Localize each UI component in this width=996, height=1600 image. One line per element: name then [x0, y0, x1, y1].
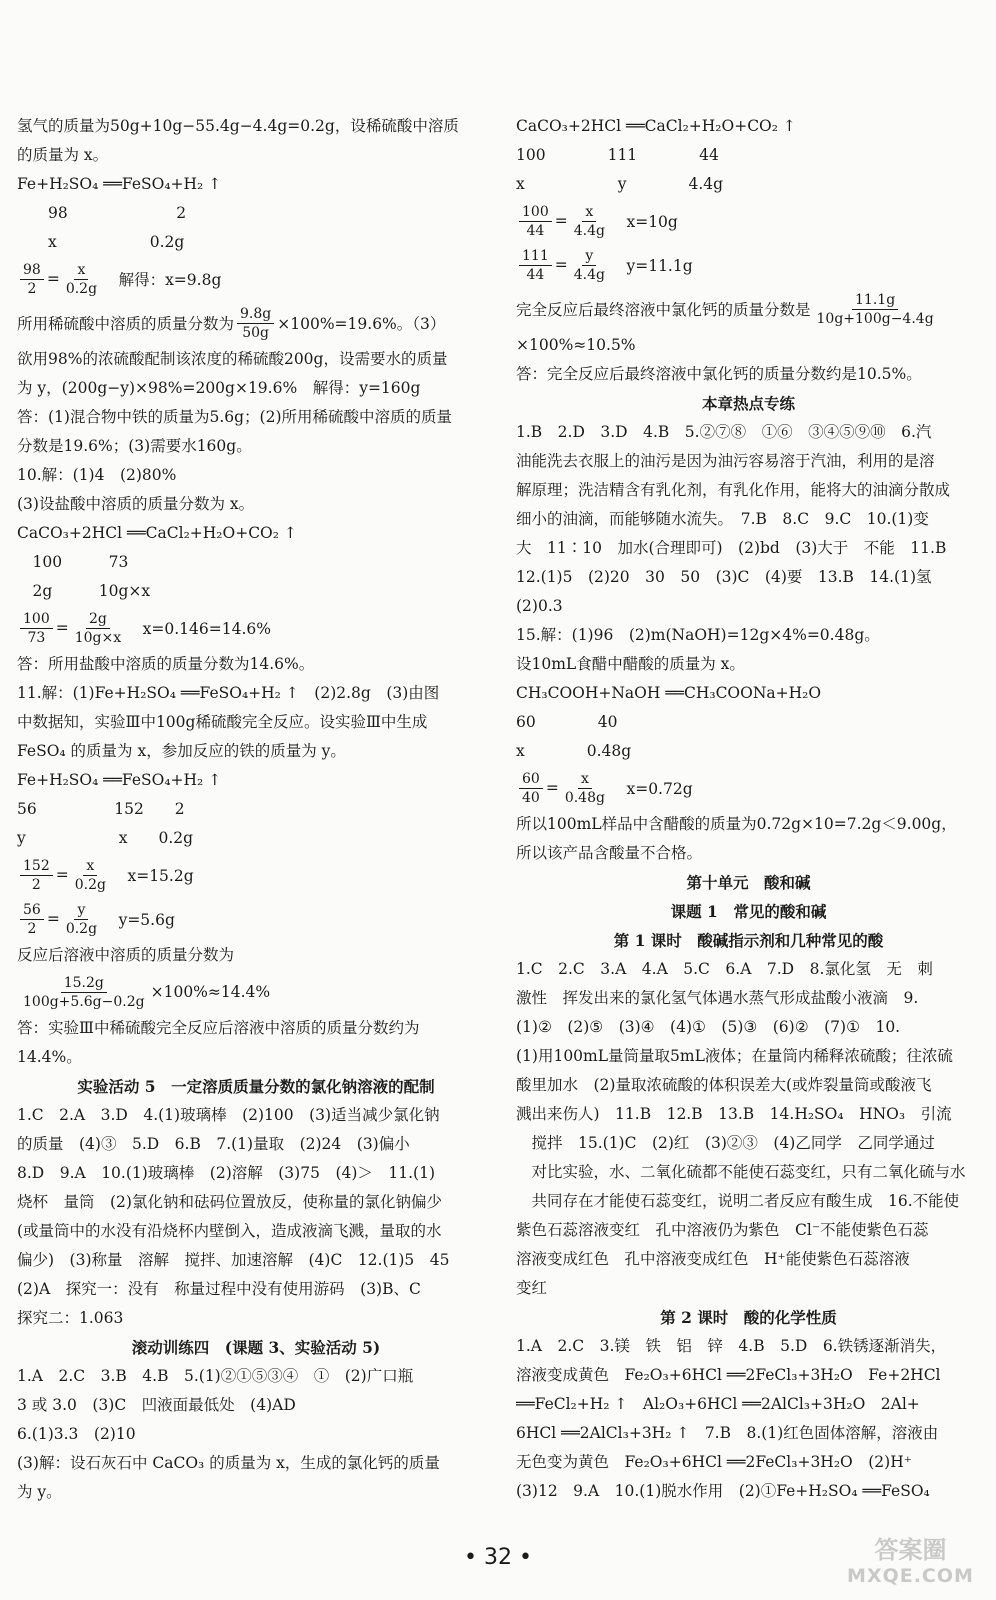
equals-sign: = [55, 619, 69, 637]
line-text: x=0.146=14.6% [127, 620, 271, 638]
line-text: ×100%≈14.4% [150, 983, 271, 1001]
fraction [571, 203, 608, 240]
fraction [72, 610, 124, 647]
fraction [63, 901, 100, 938]
text-line: (2)0.3 [516, 597, 563, 615]
fraction [72, 857, 109, 894]
text-line: 所以该产品含酸量不合格。 [516, 844, 703, 862]
text-line: Fe+H₂SO₄ ══FeSO₄+H₂ ↑ [17, 771, 222, 789]
line-text: 完全反应后最终溶液中氯化钙的质量分数是 [516, 301, 811, 319]
equation-line [17, 897, 495, 941]
text-line: 15.解：(1)96 (2)m(NaOH)=12g×4%=0.48g。 [516, 626, 880, 644]
denominator: 2 [27, 280, 37, 297]
section-heading: 第十单元 酸和碱 [686, 873, 811, 892]
denominator: 40 [522, 789, 540, 806]
numerator: 56 [20, 901, 44, 920]
text-line: 细小的油滴，而能够随水流失。 7.B 8.C 9.C 10.(1)变 [516, 510, 929, 528]
equation-line [17, 606, 495, 650]
text-line: 紫色石蕊溶液变红 孔中溶液仍为紫色 Cl⁻不能使紫色石蕊 [516, 1221, 929, 1239]
text-line: 对比实验，水、二氧化硫都不能使石蕊变红，只有二氧化硫与水 [516, 1163, 966, 1181]
text-line: (1)② (2)⑤ (3)④ (4)① (5)③ (6)② (7)① 10. [516, 1018, 901, 1036]
fraction [20, 857, 53, 894]
denominator: 0.2g [65, 920, 98, 937]
numerator: 11.1g [852, 291, 898, 310]
text-line: ══FeCl₂+H₂ ↑ Al₂O₃+6HCl ══2AlCl₃+3H₂O 2Al+ [516, 1395, 920, 1413]
text-line: 设10mL食醋中醋酸的质量为 x。 [516, 655, 745, 673]
text-line: 烧杯 量筒 (2)氯化钠和砝码位置放反，使称量的氯化钠偏少 [17, 1193, 442, 1211]
text-line: (1)用100mL量筒量取5mL液体；在量筒内稀释浓硫酸；往浓硫 [516, 1047, 953, 1065]
text-line: x y 4.4g [516, 175, 724, 193]
section-heading: 第 1 课时 酸碱指示剂和几种常见的酸 [613, 931, 884, 950]
numerator: y [582, 247, 596, 266]
section-heading: 本章热点专练 [701, 394, 795, 413]
numerator: 2g [86, 610, 110, 629]
fraction [20, 610, 53, 647]
numerator: 111 [519, 247, 552, 266]
text-line: 大 11∶10 加水(合理即可) (2)bd (3)大于 不能 11.B [516, 539, 947, 557]
text-line: 答：实验Ⅲ中稀硫酸完全反应后溶液中溶质的质量分数约为 [17, 1019, 420, 1037]
text-line: 答：(1)混合物中铁的质量为5.6g；(2)所用稀硫酸中溶质的质量 [17, 408, 452, 426]
text-line: x 0.48g [516, 742, 632, 760]
fraction [20, 901, 44, 938]
equals-sign: = [55, 866, 69, 884]
right-column [516, 112, 981, 1506]
denominator: 73 [27, 629, 46, 646]
text-line: 反应后溶液中溶质的质量分数为 [17, 946, 235, 964]
numerator: y [74, 901, 88, 920]
watermark-url: MXQE.COM [847, 1565, 974, 1587]
text-line: 的质量为 x。 [17, 146, 109, 164]
page-number: • 32 • [464, 1545, 532, 1570]
text-line: 1.C 2.C 3.A 4.A 5.C 6.A 7.D 8.氯化氢 无 刺 [516, 960, 933, 978]
text-line: 激性 挥发出来的氯化氢气体遇水蒸气形成盐酸小液滴 9. [516, 989, 919, 1007]
text-line: 14.4%。 [17, 1048, 82, 1066]
text-line: (3)12 9.A 10.(1)脱水作用 (2)①Fe+H₂SO₄ ══FeSO₄ [516, 1482, 930, 1500]
numerator: 15.2g [61, 974, 107, 993]
equals-sign: = [545, 779, 559, 797]
text-line: 氢气的质量为50g+10g−55.4g−4.4g=0.2g，设稀硫酸中溶质 [17, 117, 459, 135]
text-line: 中数据知，实验Ⅲ中100g稀硫酸完全反应。设实验Ⅲ中生成 [17, 713, 428, 731]
line-text: y=5.6g [103, 911, 175, 929]
text-line: 搅拌 15.(1)C (2)红 (3)②③ (4)乙同学 乙同学通过 [516, 1134, 935, 1152]
fraction [562, 770, 608, 807]
fraction [20, 261, 44, 298]
text-line: 60 40 [516, 713, 618, 731]
equation-line [516, 243, 981, 287]
text-line: 油能洗去衣服上的油污是因为油污容易溶于汽油，利用的是溶 [516, 452, 935, 470]
text-line: (3)设盐酸中溶质的质量分数为 x。 [17, 495, 255, 513]
left-column [17, 112, 495, 1507]
text-line: y x 0.2g [17, 829, 194, 847]
watermark-logo [838, 1537, 983, 1593]
text-line: 100 73 [17, 553, 129, 571]
denominator: 0.48g [564, 789, 605, 806]
section-heading: 课题 1 常见的酸和碱 [670, 902, 827, 921]
numerator: 9.8g [237, 305, 274, 324]
equation-line [17, 853, 495, 897]
denominator: 0.2g [65, 280, 98, 297]
text-line: CH₃COOH+NaOH ══CH₃COONa+H₂O [516, 684, 822, 702]
equals-sign: = [554, 212, 568, 230]
equation-line [516, 199, 981, 243]
fraction [519, 770, 543, 807]
denominator: 4.4g [573, 222, 605, 239]
equation-line [516, 766, 981, 810]
equals-sign: = [46, 910, 60, 928]
denominator: 2 [31, 876, 41, 893]
line-text: 解得：x=9.8g [103, 271, 222, 289]
text-line: 变红 [516, 1279, 548, 1297]
equation-line [17, 970, 495, 1014]
text-line: 12.(1)5 (2)20 30 50 (3)C (4)要 13.B 14.(1)氢 [516, 568, 932, 586]
denominator: 10g×x [74, 629, 122, 646]
numerator: x [582, 203, 596, 222]
watermark-text: 答案圈 [874, 1536, 947, 1564]
fraction [814, 291, 937, 328]
numerator: x [83, 857, 97, 876]
text-line: 答：完全反应后最终溶液中氯化钙的质量分数约是10.5%。 [516, 365, 922, 383]
denominator: 0.2g [74, 876, 106, 893]
numerator: 100 [20, 610, 53, 629]
text-line: 98 2 [17, 204, 187, 222]
denominator: 44 [526, 222, 545, 239]
text-line: 6HCl ══2AlCl₃+3H₂ ↑ 7.B 8.(1)红色固体溶解，溶液由 [516, 1424, 939, 1442]
text-line: CaCO₃+2HCl ══CaCl₂+H₂O+CO₂ ↑ [17, 524, 297, 542]
numerator: 152 [20, 857, 53, 876]
numerator: x [74, 261, 88, 280]
text-line: FeSO₄ 的质量为 x，参加反应的铁的质量为 y。 [17, 742, 346, 760]
text-line: 为 y，(200g−y)×98%=200g×19.6% 解得：y=160g [17, 379, 421, 397]
fraction [571, 247, 608, 284]
text-line: 2g 10g×x [17, 582, 151, 600]
equals-sign: = [554, 256, 568, 274]
text-line: 1.C 2.A 3.D 4.(1)玻璃棒 (2)100 (3)适当减少氯化钠 [17, 1106, 440, 1124]
text-line: 8.D 9.A 10.(1)玻璃棒 (2)溶解 (3)75 (4)＞ 11.(1) [17, 1164, 436, 1182]
equals-sign: = [46, 270, 60, 288]
fraction [519, 247, 552, 284]
text-line: 6.(1)3.3 (2)10 [17, 1425, 136, 1443]
denominator: 4.4g [573, 266, 605, 283]
line-text: x=15.2g [111, 867, 194, 885]
line-text: ×100%=19.6%。（3） [277, 315, 446, 333]
text-line: (2)A 探究一：没有 称量过程中没有使用游码 (3)B、C [17, 1280, 421, 1298]
equation-line [17, 257, 495, 301]
text-line: x 0.2g [17, 233, 185, 251]
numerator: x [578, 770, 592, 789]
text-line: (或量筒中的水没有沿烧杯内壁倒入，造成液滴飞溅，量取的水 [17, 1222, 442, 1240]
text-line: Fe+H₂SO₄ ══FeSO₄+H₂ ↑ [17, 175, 222, 193]
numerator: 60 [519, 770, 543, 789]
text-line: 所以100mL样品中含醋酸的质量为0.72g×10=7.2g＜9.00g， [516, 815, 957, 833]
text-line: 溶液变成黄色 Fe₂O₃+6HCl ══2FeCl₃+3H₂O Fe+2HCl [516, 1366, 941, 1384]
text-line: 10.解：(1)4 (2)80% [17, 466, 177, 484]
text-line: 溶液变成红色 孔中溶液变成红色 H⁺能使紫色石蕊溶液 [516, 1250, 910, 1268]
text-line: 欲用98%的浓硫酸配制该浓度的稀硫酸200g，设需要水的质量 [17, 350, 448, 368]
text-line: ×100%≈10.5% [516, 336, 636, 354]
text-line: 分数是19.6%；(3)需要水160g。 [17, 437, 252, 455]
text-line: 为 y。 [17, 1483, 62, 1501]
line-text: x=10g [610, 213, 678, 231]
text-line: 的质量 (4)③ 5.D 6.B 7.(1)量取 (2)24 (3)偏小 [17, 1135, 410, 1153]
text-line: 56 152 2 [17, 800, 185, 818]
line-text: 所用稀硫酸中溶质的质量分数为 [17, 315, 235, 333]
equation-line [516, 287, 981, 331]
section-heading: 第 2 课时 酸的化学性质 [660, 1308, 837, 1327]
text-line: CaCO₃+2HCl ══CaCl₂+H₂O+CO₂ ↑ [516, 117, 796, 135]
numerator: 100 [519, 203, 552, 222]
text-line: 3 或 3.0 (3)C 凹液面最低处 (4)AD [17, 1396, 296, 1414]
text-line: 溅出来伤人) 11.B 12.B 13.B 14.H₂SO₄ HNO₃ 引流 [516, 1105, 952, 1123]
text-line: (3)解：设石灰石中 CaCO₃ 的质量为 x，生成的氯化钙的质量 [17, 1454, 440, 1472]
fraction [237, 305, 274, 342]
text-line: 100 111 44 [516, 146, 719, 164]
text-line: 1.A 2.C 3.镁 铁 铝 锌 4.B 5.D 6.铁锈逐渐消失， [516, 1337, 947, 1355]
equation-line [17, 301, 495, 345]
fraction [519, 203, 552, 240]
text-line: 答：所用盐酸中溶质的质量分数为14.6%。 [17, 655, 315, 673]
text-line: 1.B 2.D 3.D 4.B 5.②⑦⑧ ①⑥ ③④⑤⑨⑩ 6.汽 [516, 423, 932, 441]
numerator: 98 [20, 261, 44, 280]
line-text: x=0.72g [610, 780, 693, 798]
fraction [63, 261, 100, 298]
fraction [20, 974, 148, 1011]
text-line: 偏少) (3)称量 溶解 搅拌、加速溶解 (4)C 12.(1)5 45 [17, 1251, 450, 1269]
line-text: y=11.1g [610, 257, 693, 275]
text-line: 解原理；洗洁精含有乳化剂，有乳化作用，能将大的油滴分散成 [516, 481, 951, 499]
denominator: 10g+100g−4.4g [816, 310, 934, 327]
text-line: 酸里加水 (2)量取浓硫酸的体积误差大(或炸裂量筒或酸液飞 [516, 1076, 932, 1094]
denominator: 50g [242, 324, 270, 341]
text-line: 共同存在才能使石蕊变红，说明二者反应有酸生成 16.不能使 [516, 1192, 960, 1210]
text-line: 11.解：(1)Fe+H₂SO₄ ══FeSO₄+H₂ ↑ (2)2.8g (3)由图 [17, 684, 440, 702]
denominator: 100g+5.6g−0.2g [23, 993, 145, 1010]
text-line: 探究二：1.063 [17, 1309, 124, 1327]
section-heading: 滚动训练四 (课题 3、实验活动 5) [131, 1338, 381, 1357]
text-line: 1.A 2.C 3.B 4.B 5.(1)②①⑤③④ ① (2)广口瓶 [17, 1367, 414, 1385]
denominator: 44 [526, 266, 545, 283]
text-line: 无色变为黄色 Fe₂O₃+6HCl ══2FeCl₃+3H₂O (2)H⁺ [516, 1453, 912, 1471]
denominator: 2 [27, 920, 37, 937]
section-heading: 实验活动 5 一定溶质质量分数的氯化钠溶液的配制 [77, 1077, 435, 1096]
